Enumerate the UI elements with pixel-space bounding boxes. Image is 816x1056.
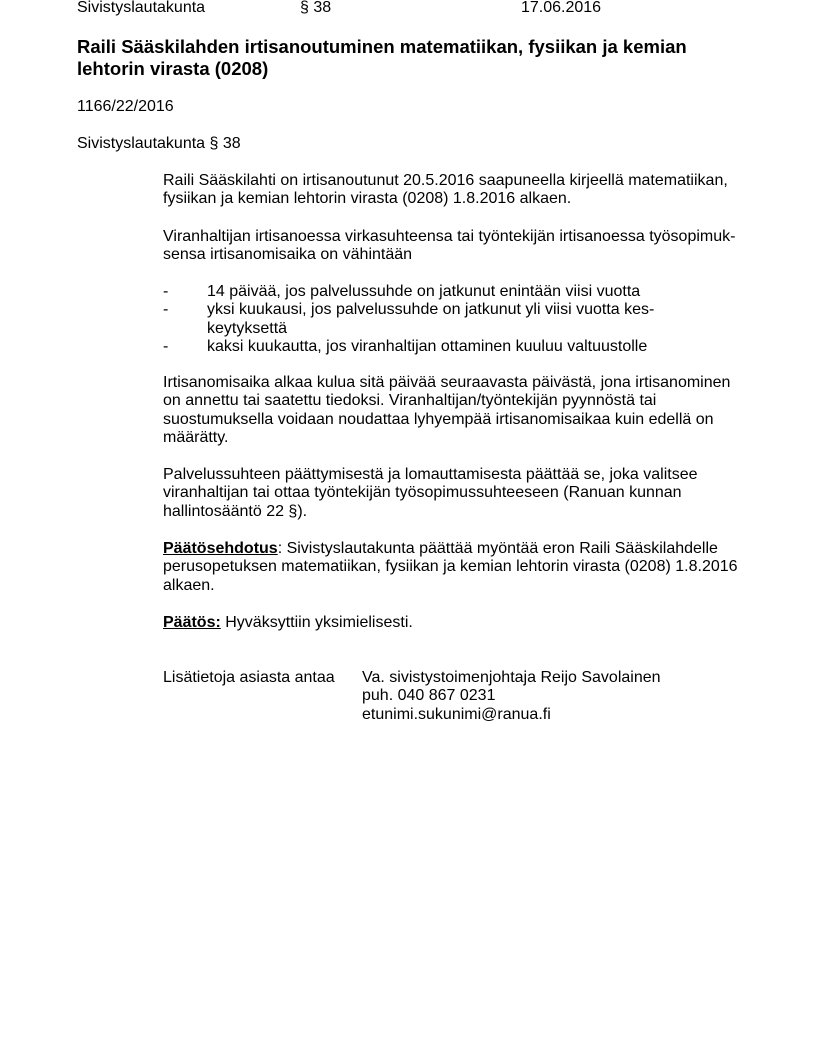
contact-name: Va. sivistystoimenjohtaja Reijo Savolainen xyxy=(362,669,661,686)
title-line: Raili Sääskilahden irtisanoutuminen matematiikan, fysiikan ja kemian xyxy=(77,36,687,57)
list-bullet: - xyxy=(163,301,169,319)
paragraph-resignation xyxy=(163,172,728,209)
decision-label: Päätös: xyxy=(163,614,221,631)
list-item-text: kaksi kuukautta, jos viranhaltijan ottaminen kuuluu valtuustolle xyxy=(207,338,648,356)
proposal-text: : Sivistyslautakunta päättää myöntää eron Raili Sääskilahdelle xyxy=(277,540,718,557)
contact-label: Lisätietoja asiasta antaa xyxy=(163,669,335,686)
paragraph-line: perusopetuksen matematiikan, fysiikan ja kemian lehtorin virasta (0208) 1.8.2016 xyxy=(163,558,738,576)
contact-details xyxy=(362,669,661,724)
paragraph-line: on annettu tai saatettu tiedoksi. Viranhaltijan/työntekijän pyynnöstä tai xyxy=(163,392,657,410)
paragraph-line: alkaen. xyxy=(163,576,215,594)
header-section-number: § 38 xyxy=(300,0,332,16)
contact-phone: puh. 040 867 0231 xyxy=(362,687,496,705)
paragraph-line: määrätty. xyxy=(163,429,229,447)
notice-period-list xyxy=(163,283,763,357)
list-item xyxy=(163,283,763,301)
paragraph-notice-period xyxy=(163,228,735,265)
list-bullet: - xyxy=(163,338,169,356)
contact-email: etunimi.sukunimi@ranua.fi xyxy=(362,705,551,723)
header-committee: Sivistyslautakunta xyxy=(77,0,206,16)
header-date: 17.06.2016 xyxy=(521,0,602,16)
paragraph-line: viranhaltijan tai ottaa työntekijän työsopimussuhteeseen (Ranuan kunnan xyxy=(163,484,682,502)
paragraph-authority xyxy=(163,466,698,521)
paragraph-line: suostumuksella voidaan noudattaa lyhyempää irtisanomisaikaa kuin edellä on xyxy=(163,410,714,428)
paragraph-line: Palvelussuhteen päättymisestä ja lomauttamisesta päättää se, joka valitsee xyxy=(163,466,698,483)
paragraph-line: Irtisanomisaika alkaa kulua sitä päivää seuraavasta päivästä, jona irtisanominen xyxy=(163,374,731,391)
decision-proposal xyxy=(163,540,738,595)
case-number: 1166/22/2016 xyxy=(77,98,174,115)
list-item-text: keytyksettä xyxy=(207,319,288,337)
list-item-text: 14 päivää, jos palvelussuhde on jatkunut enintään viisi vuotta xyxy=(207,283,641,300)
document-title xyxy=(77,36,687,80)
paragraph-notice-start xyxy=(163,374,730,448)
section-heading: Sivistyslautakunta § 38 xyxy=(77,135,241,152)
list-item xyxy=(163,301,763,338)
paragraph-line xyxy=(163,540,738,558)
paragraph-line xyxy=(163,614,413,632)
list-bullet: - xyxy=(163,283,169,300)
paragraph-line: Raili Sääskilahti on irtisanoutunut 20.5.2016 saapuneella kirjeellä matematiikan, xyxy=(163,172,728,189)
paragraph-line: Viranhaltijan irtisanoessa virkasuhteensa tai työntekijän irtisanoessa työsopimuk- xyxy=(163,228,736,245)
list-item xyxy=(163,338,763,356)
paragraph-line: sensa irtisanomisaika on vähintään xyxy=(163,246,413,264)
paragraph-line: fysiikan ja kemian lehtorin virasta (0208) 1.8.2016 alkaen. xyxy=(163,190,572,208)
proposal-label: Päätösehdotus xyxy=(163,540,278,557)
decision xyxy=(163,614,413,632)
paragraph-line: hallintosääntö 22 §). xyxy=(163,502,308,520)
decision-text: Hyväksyttiin yksimielisesti. xyxy=(220,614,413,631)
page-header xyxy=(0,0,816,18)
list-item-text: yksi kuukausi, jos palvelussuhde on jatkunut yli viisi vuotta kes- xyxy=(207,301,655,319)
title-line: lehtorin virasta (0208) xyxy=(77,58,269,79)
